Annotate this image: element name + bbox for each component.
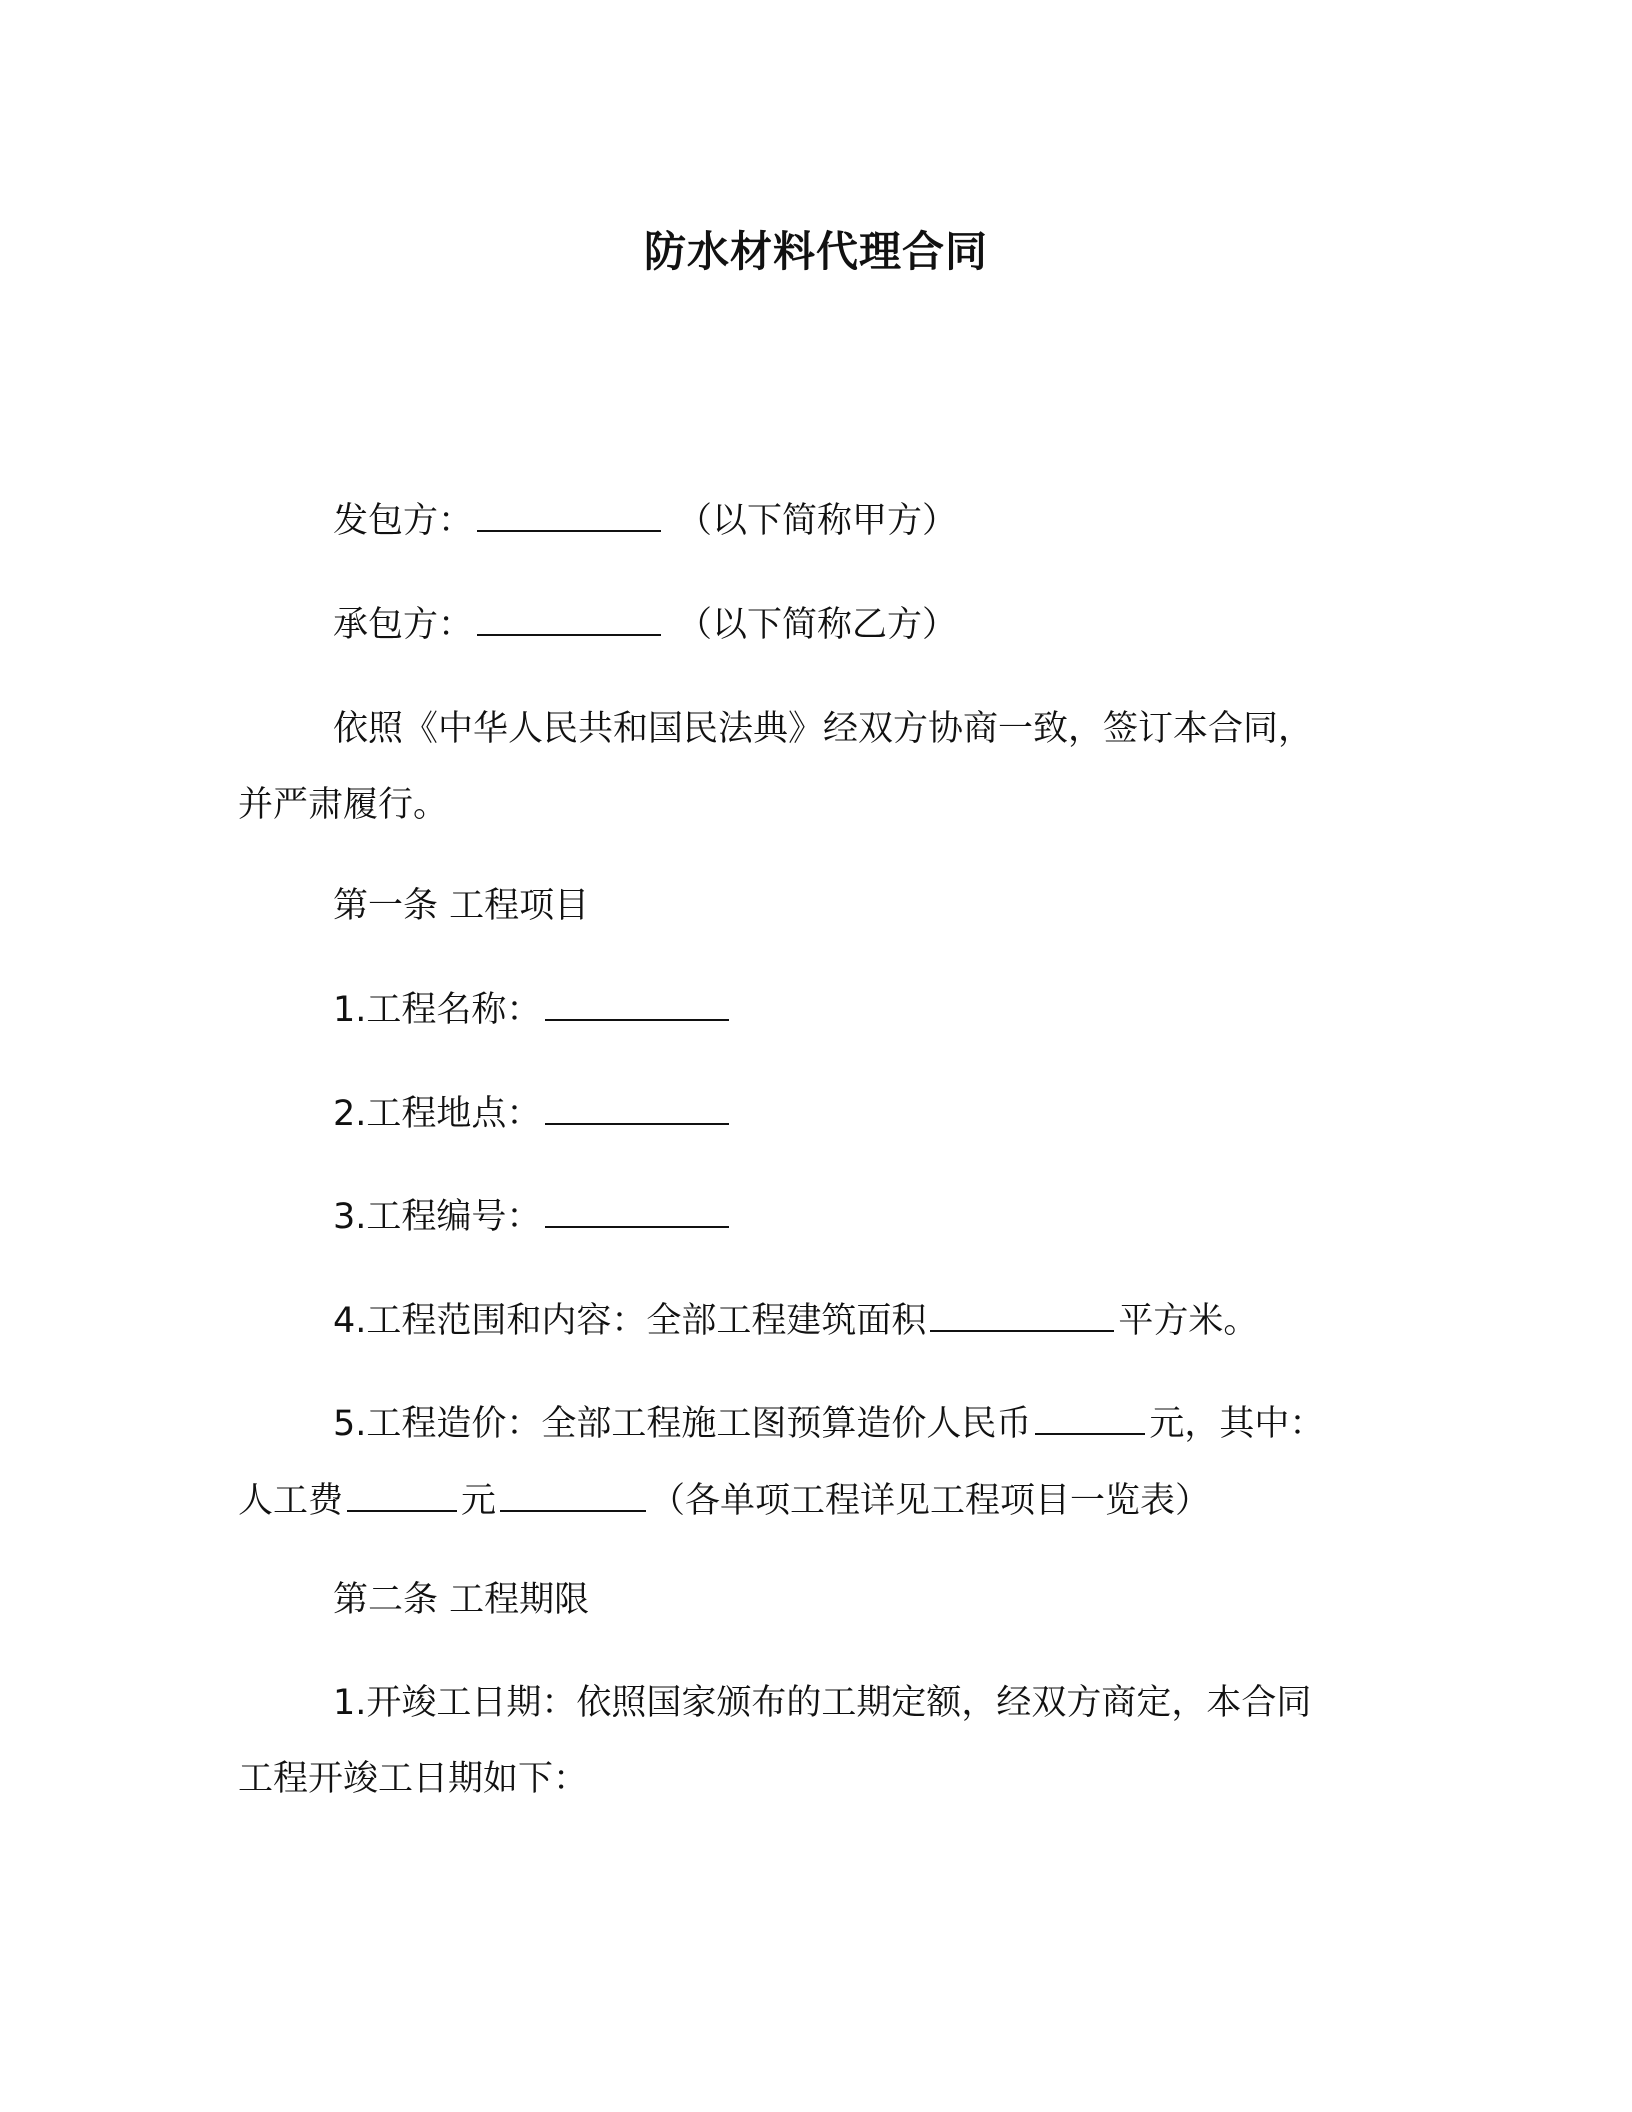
project-cost-suffix: 元，其中：: [1149, 1404, 1325, 1444]
labor-cost-note: （各单项工程详见工程项目一览表）: [650, 1481, 1211, 1521]
project-location-label: 2.工程地点：: [333, 1094, 542, 1134]
document-title: 防水材料代理合同: [643, 227, 988, 276]
party-a-label: 发包方：: [333, 501, 474, 541]
project-scope-suffix: 平方米。: [1118, 1301, 1259, 1341]
project-cost-text: 5.工程造价：全部工程施工图预算造价人民币: [333, 1404, 1032, 1444]
project-number-blank: [545, 1192, 729, 1228]
party-a-suffix: （以下简称甲方）: [677, 501, 958, 541]
party-b-label: 承包方：: [333, 605, 474, 645]
project-name-label: 1.工程名称：: [333, 990, 542, 1030]
article-1-item-4: [333, 1296, 1258, 1345]
party-a-blank: [477, 496, 661, 532]
party-b-suffix: （以下简称乙方）: [677, 605, 958, 645]
labor-cost-label: 人工费: [238, 1481, 344, 1521]
article-1-item-5-line-1: [333, 1399, 1324, 1448]
labor-cost-unit: 元: [461, 1481, 497, 1521]
party-a-line: [333, 496, 957, 545]
article-1-item-2: [333, 1089, 733, 1138]
project-name-blank: [545, 985, 729, 1021]
article-1-item-3: [333, 1192, 733, 1241]
article-2-item-1-line-2: 工程开竣工日期如下：: [238, 1759, 589, 1799]
project-area-blank: [930, 1296, 1114, 1332]
project-number-label: 3.工程编号：: [333, 1197, 542, 1237]
article-1-heading: 第一条 工程项目: [333, 886, 590, 926]
labor-cost-blank: [347, 1476, 457, 1512]
labor-cost-extra-blank: [500, 1476, 646, 1512]
preamble-line-2: 并严肃履行。: [238, 785, 449, 825]
article-2-item-1-line-1: 1.开竣工日期：依照国家颁布的工期定额，经双方商定，本合同: [333, 1683, 1312, 1723]
article-1-item-1: [333, 985, 733, 1034]
project-cost-blank: [1035, 1399, 1145, 1435]
preamble-line-1: 依照《中华人民共和国民法典》经双方协商一致，签订本合同，: [333, 709, 1314, 749]
article-2-heading: 第二条 工程期限: [333, 1580, 590, 1620]
party-b-blank: [477, 600, 661, 636]
party-b-line: [333, 600, 957, 649]
project-location-blank: [545, 1089, 729, 1125]
article-1-item-5-line-2: [238, 1476, 1210, 1525]
project-scope-text: 4.工程范围和内容：全部工程建筑面积: [333, 1301, 927, 1341]
